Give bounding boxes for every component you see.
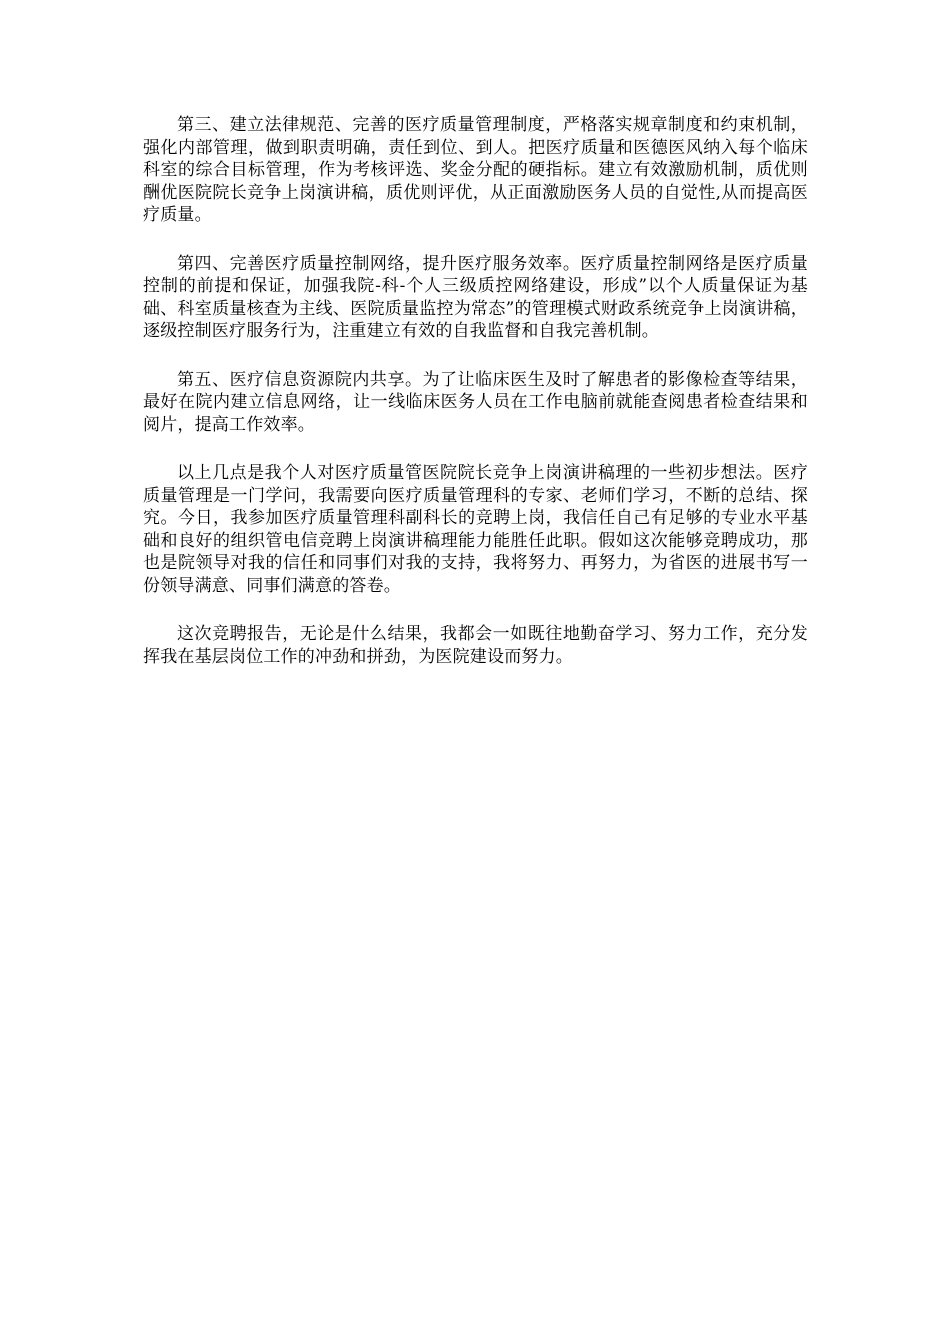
paragraph-summary: 以上几点是我个人对医疗质量管医院院长竞争上岗演讲稿理的一些初步想法。医疗质量管理是一门学问，我需要向医疗质量管理科的专家、老师们学习，不断的总结、探究。今日，我参加医疗质量管理科副科长的竞聘上岗，我信任自己有足够的专业水平基础和良好的组织管电信竞聘上岗演讲稿理能力能胜任此职。假如这次能够竞聘成功，那也是院领导对我的信任和同事们对我的支持，我将努力、再努力，为省医的进展书写一份领导满意、同事们满意的答卷。 [143, 463, 808, 596]
paragraph-fifth-point: 第五、医疗信息资源院内共享。为了让临床医生及时了解患者的影像检查等结果，最好在院内建立信息网络，让一线临床医务人员在工作电脑前就能查阅患者检查结果和阅片，提高工作效率。 [143, 369, 808, 435]
paragraph-fourth-point: 第四、完善医疗质量控制网络，提升医疗服务效率。医疗质量控制网络是医疗质量控制的前提和保证，加强我院-科-个人三级质控网络建设，形成”以个人质量保证为基础、科室质量核查为主线、医院质量监控为常态”的管理模式财政系统竞争上岗演讲稿，逐级控制医疗服务行为，注重建立有效的自我监督和自我完善机制。 [143, 253, 808, 341]
paragraph-third-point: 第三、建立法律规范、完善的医疗质量管理制度，严格落实规章制度和约束机制，强化内部管理，做到职责明确，责任到位、到人。把医疗质量和医德医风纳入每个临床科室的综合目标管理，作为考核评选、奖金分配的硬指标。建立有效激励机制，质优则酬优医院院长竞争上岗演讲稿，质优则评优，从正面激励医务人员的自觉性,从而提高医疗质量。 [143, 115, 808, 225]
document-body [143, 114, 808, 694]
paragraph-closing: 这次竞聘报告，无论是什么结果，我都会一如既往地勤奋学习、努力工作，充分发挥我在基层岗位工作的冲劲和拼劲，为医院建设而努力。 [143, 624, 808, 667]
